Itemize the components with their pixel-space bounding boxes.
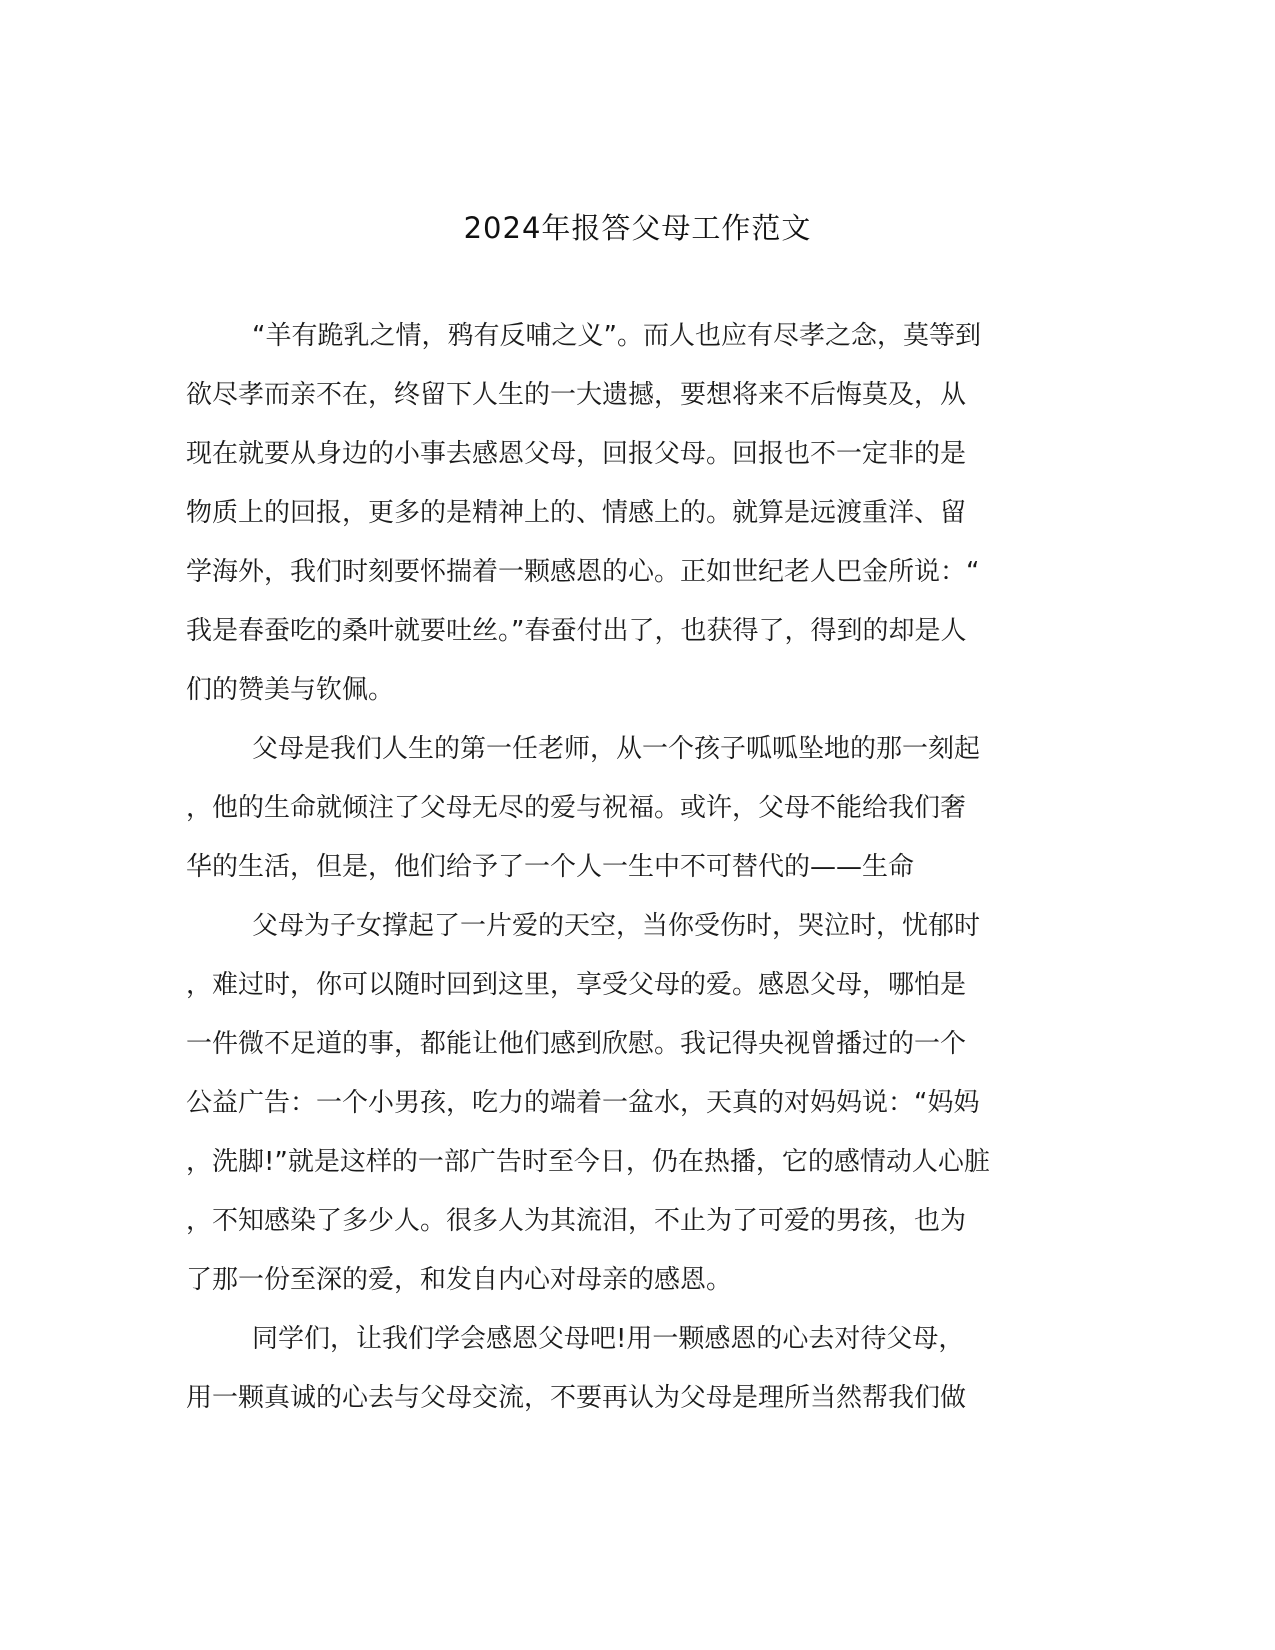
paragraph-2-line-2: ，他的生命就倾注了父母无尽的爱与祝福。或许，父母不能给我们奢 (186, 793, 967, 823)
paragraph-3-line-5: ，洗脚!”就是这样的一部广告时至今日，仍在热播，它的感情动人心脏 (186, 1147, 990, 1177)
paragraph-1-line-6: 我是春蚕吃的桑叶就要吐丝。”春蚕付出了，也获得了，得到的却是人 (186, 616, 967, 646)
paragraph-1-line-7: 们的赞美与钦佩。 (186, 675, 395, 705)
paragraph-3-line-3: 一件微不足道的事，都能让他们感到欣慰。我记得央视曾播过的一个 (186, 1029, 967, 1059)
paragraph-3-line-7: 了那一份至深的爱，和发自内心对母亲的感恩。 (186, 1265, 733, 1295)
paragraph-1-line-5: 学海外，我们时刻要怀揣着一颗感恩的心。正如世纪老人巴金所说：“ (186, 557, 980, 587)
paragraph-1-line-1: “羊有跪乳之情，鸦有反哺之义”。而人也应有尽孝之念，莫等到 (252, 321, 981, 351)
paragraph-4-line-1: 同学们，让我们学会感恩父母吧!用一颗感恩的心去对待父母， (252, 1324, 965, 1354)
paragraph-3-line-2: ，难过时，你可以随时回到这里，享受父母的爱。感恩父母，哪怕是 (186, 970, 967, 1000)
paragraph-2-line-3: 华的生活，但是，他们给予了一个人一生中不可替代的——生命 (186, 852, 915, 882)
paragraph-1-line-4: 物质上的回报，更多的是精神上的、情感上的。就算是远渡重洋、留 (186, 498, 967, 528)
paragraph-2-line-1: 父母是我们人生的第一任老师，从一个孩子呱呱坠地的那一刻起 (252, 734, 981, 764)
paragraph-4-line-2: 用一颗真诚的心去与父母交流，不要再认为父母是理所当然帮我们做 (186, 1383, 967, 1413)
paragraph-3-line-1: 父母为子女撑起了一片爱的天空，当你受伤时，哭泣时，忧郁时 (252, 911, 981, 941)
document-title: 2024年报答父母工作范文 (463, 211, 812, 245)
paragraph-3-line-4: 公益广告：一个小男孩，吃力的端着一盆水，天真的对妈妈说：“妈妈 (186, 1088, 980, 1118)
paragraph-1-line-2: 欲尽孝而亲不在，终留下人生的一大遗撼，要想将来不后悔莫及，从 (186, 380, 967, 410)
paragraph-3-line-6: ，不知感染了多少人。很多人为其流泪，不止为了可爱的男孩，也为 (186, 1206, 967, 1236)
paragraph-1-line-3: 现在就要从身边的小事去感恩父母，回报父母。回报也不一定非的是 (186, 439, 967, 469)
